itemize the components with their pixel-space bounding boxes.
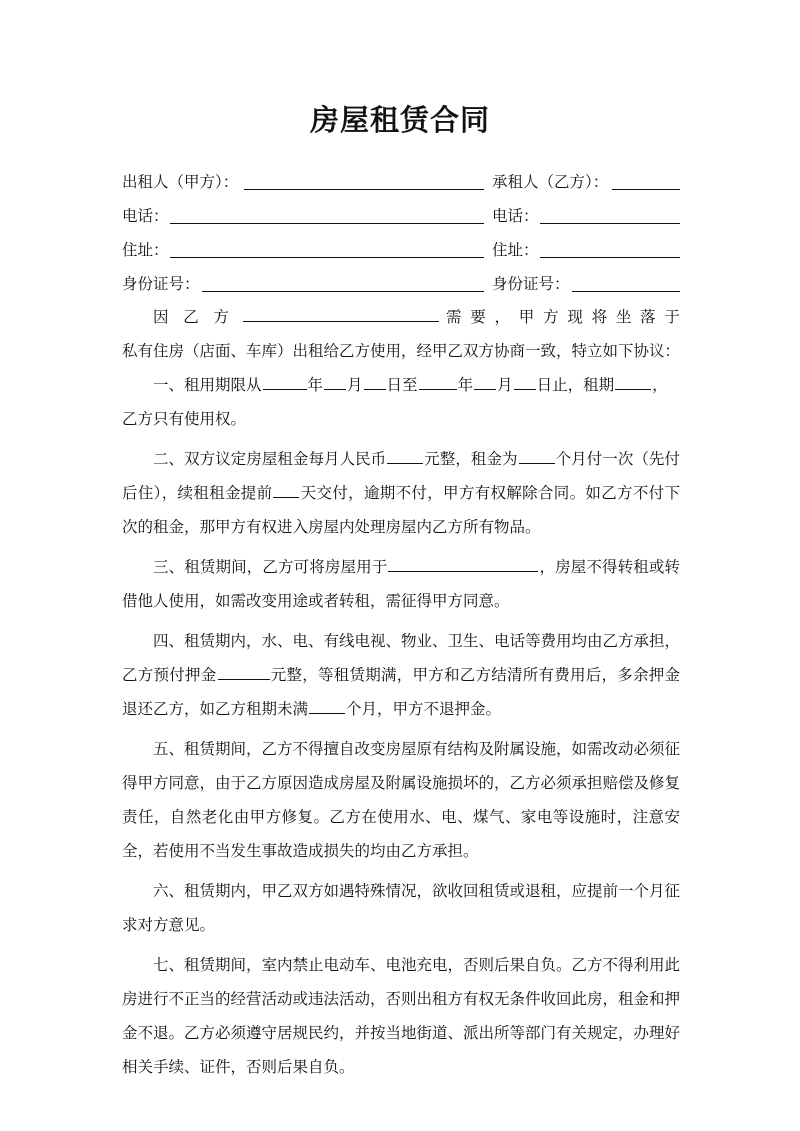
lessor-label: 出租人（甲方）： [122, 173, 239, 191]
clause-4: 四、租赁期内，水、电、有线电视、物业、卫生、电话等费用均由乙方承担，乙方预付押金 元整，等租赁期满，甲方和乙方结清所有费用后，多余押金退还乙方，如乙方租期未满 个月，甲方不退押金。 [122, 632, 681, 718]
lessor-id-blank[interactable] [202, 291, 484, 292]
lessee-phone-blank[interactable] [540, 223, 680, 224]
lessor-name-blank[interactable] [244, 189, 484, 190]
intro-line-2: 私有住房（店面、车库）出租给乙方使用，经甲乙双方协商一致，特立如下协议： [122, 342, 681, 360]
payment-interval-blank[interactable] [519, 445, 555, 464]
lessor-id-label: 身份证号： [122, 275, 200, 293]
end-day-blank[interactable] [514, 371, 536, 390]
monthly-rent-blank[interactable] [387, 445, 423, 464]
start-day-blank[interactable] [364, 371, 386, 390]
lessee-address-blank[interactable] [540, 257, 680, 258]
lessor-phone-label: 电话： [122, 207, 169, 225]
intro-need: 需 要 ， 甲 方 现 将 坐 落 于 [446, 308, 680, 326]
end-year-blank[interactable] [419, 371, 457, 390]
clause-6: 六、租赁期内，甲乙双方如遇特殊情况，欲收回租赁或退租，应提前一个月征求对方意见。 [122, 882, 681, 934]
clause-7: 七、租赁期间，室内禁止电动车、电池充电，否则后果自负。乙方不得利用此房进行不正当的经营活动或违法活动，否则出租方有权无条件收回此房，租金和押金不退。乙方必须遵守居规民约，并按当地街道、派出所等部门有关规定，办理好相关手续、证件，否则后果自负。 [122, 956, 681, 1076]
contract-body [122, 300, 680, 1090]
usage-purpose-blank[interactable] [388, 553, 538, 572]
intro-line-1 [122, 300, 680, 334]
advance-days-blank[interactable] [273, 479, 299, 498]
min-months-blank[interactable] [309, 695, 345, 714]
clause-1-cont: 乙方只有使用权。 [122, 410, 247, 428]
end-month-blank[interactable] [474, 371, 496, 390]
lessor-address-label: 住址： [122, 241, 169, 259]
intro-reason-blank[interactable] [243, 303, 439, 322]
start-year-blank[interactable] [263, 371, 307, 390]
lessee-id-blank[interactable] [572, 291, 680, 292]
intro-cause: 因 乙 方 [153, 308, 229, 326]
party-row-id [122, 273, 680, 297]
party-row-names [122, 171, 680, 195]
clause-3: 三、租赁期间，乙方可将房屋用于 ，房屋不得转租或转借他人使用，如需改变用途或者转租，需征得甲方同意。 [122, 550, 680, 618]
lease-term-blank[interactable] [615, 371, 651, 390]
clause-1: 一、租用期限从 年 月 日至 年 月 日止，租期 ， [122, 368, 680, 402]
lessee-name-blank[interactable] [612, 189, 680, 190]
party-row-phone [122, 205, 680, 229]
party-row-address [122, 239, 680, 263]
deposit-amount-blank[interactable] [218, 661, 270, 680]
clause-2: 二、双方议定房屋租金每月人民币 元整，租金为 个月付一次（先付后住），续租租金提前 天交付，逾期不付，甲方有权解除合同。如乙方不付下次的租金，那甲方有权进入房屋内处理房屋内乙方所有物品。 [122, 442, 680, 544]
lessee-id-label: 身份证号： [492, 275, 570, 293]
lessee-label: 承租人（乙方）： [492, 173, 609, 191]
lessor-address-blank[interactable] [170, 257, 484, 258]
clause-5: 五、租赁期间，乙方不得擅自改变房屋原有结构及附属设施，如需改动必须征得甲方同意，由于乙方原因造成房屋及附属设施损坏的，乙方必须承担赔偿及修复责任，自然老化由甲方修复。乙方在使用水、电、煤气、家电等设施时，注意安全，若使用不当发生事故造成损失的均由乙方承担。 [122, 740, 681, 860]
document-title: 房屋租赁合同 [309, 103, 490, 137]
lessee-address-label: 住址： [492, 241, 539, 259]
start-month-blank[interactable] [324, 371, 346, 390]
lessee-phone-label: 电话： [492, 207, 539, 225]
lessor-phone-blank[interactable] [170, 223, 484, 224]
